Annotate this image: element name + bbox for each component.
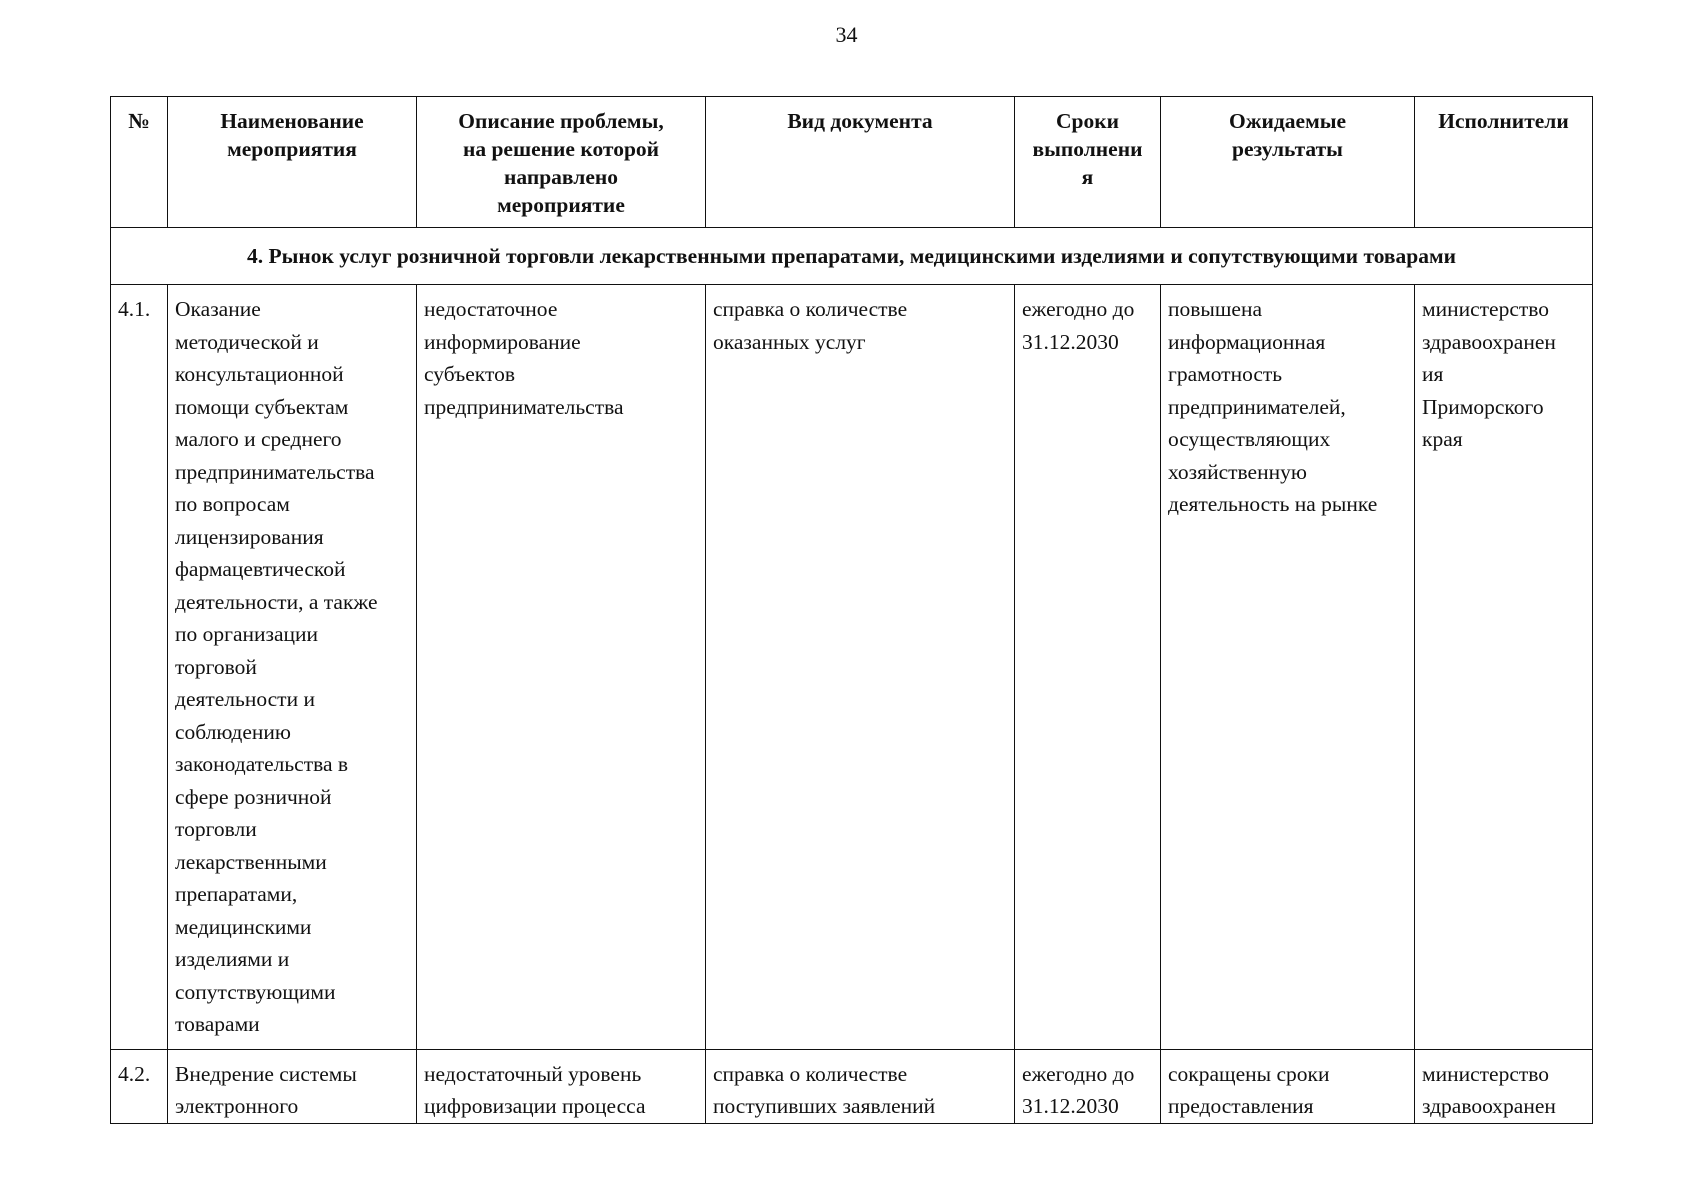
page-number: 34 <box>835 22 858 47</box>
header-executors: Исполнители <box>1415 97 1593 228</box>
row-executors: министерство здравоохранен ия Приморского края <box>1415 285 1593 1050</box>
row-executors: министерство здравоохранен <box>1415 1049 1593 1123</box>
section-row <box>111 228 1593 285</box>
section-title: 4. Рынок услуг розничной торговли лекарственными препаратами, медицинскими изделиями и сопутствующими товарами <box>111 228 1593 285</box>
row-event-name: Оказание методической и консультационной помощи субъектам малого и среднего предпринимательства по вопросам лицензирования фармацевтической деятельности, а также по организации торговой деятельности и соблюдению законодательства в сфере розничной торговли лекарственными препаратами, медицинскими изделиями и сопутствующими товарами <box>168 285 417 1050</box>
header-expected-results: Ожидаемые результаты <box>1161 97 1415 228</box>
row-number: 4.1. <box>111 285 168 1050</box>
row-deadline: ежегодно до 31.12.2030 <box>1015 1049 1161 1123</box>
table-header-row <box>111 97 1593 228</box>
row-document-type: справка о количестве оказанных услуг <box>706 285 1015 1050</box>
header-deadline: Сроки выполнени я <box>1015 97 1161 228</box>
header-document-type: Вид документа <box>706 97 1015 228</box>
header-problem-description: Описание проблемы, на решение которой направлено мероприятие <box>417 97 706 228</box>
row-deadline: ежегодно до 31.12.2030 <box>1015 285 1161 1050</box>
row-expected-results: сокращены сроки предоставления <box>1161 1049 1415 1123</box>
row-expected-results: повышена информационная грамотность предпринимателей, осуществляющих хозяйственную деятельность на рынке <box>1161 285 1415 1050</box>
table-row <box>111 285 1593 1050</box>
header-number: № <box>111 97 168 228</box>
header-event-name: Наименование мероприятия <box>168 97 417 228</box>
row-event-name: Внедрение системы электронного <box>168 1049 417 1123</box>
table-row <box>111 1049 1593 1123</box>
row-number: 4.2. <box>111 1049 168 1123</box>
row-document-type: справка о количестве поступивших заявлений <box>706 1049 1015 1123</box>
row-problem: недостаточное информирование субъектов предпринимательства <box>417 285 706 1050</box>
row-problem: недостаточный уровень цифровизации процесса <box>417 1049 706 1123</box>
events-plan-table <box>110 96 1593 1124</box>
